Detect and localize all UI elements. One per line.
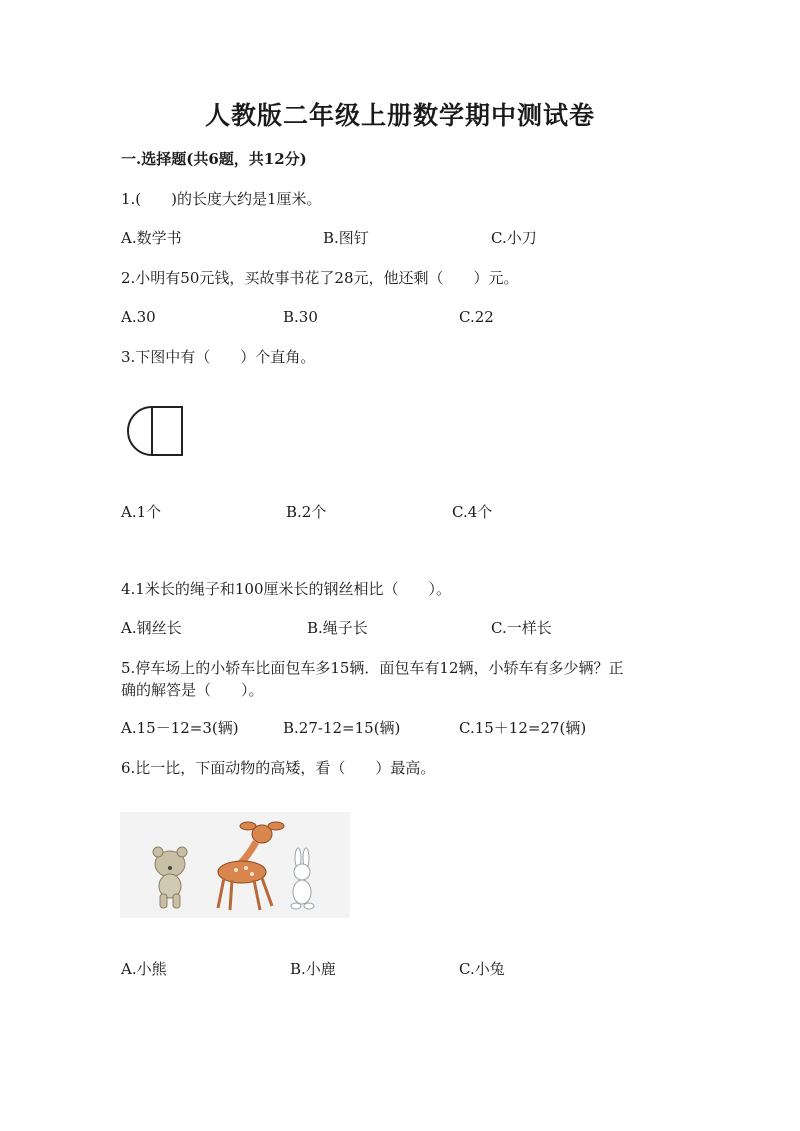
- question-1-option-b: B.图钉: [323, 229, 369, 247]
- question-2-stem: 2.小明有50元钱，买故事书花了28元，他还剩（ ）元。: [121, 269, 519, 287]
- question-2-option-c: C.22: [459, 308, 494, 326]
- question-6-option-b: B.小鹿: [290, 960, 336, 978]
- question-5-option-b: B.27-12=15(辆): [283, 719, 401, 737]
- question-1-option-c: C.小刀: [491, 229, 537, 247]
- question-3-stem: 3.下图中有（ ）个直角。: [121, 348, 316, 366]
- question-4-option-b: B.绳子长: [307, 619, 368, 637]
- question-6-stem: 6.比一比，下面动物的高矮，看（ ）最高。: [121, 759, 436, 777]
- question-3-option-b: B.2个: [286, 503, 327, 521]
- question-4-stem: 4.1米长的绳子和100厘米长的钢丝相比（ ）。: [121, 580, 451, 598]
- semicircle-rectangle-figure: [124, 405, 186, 459]
- question-6-option-a: A.小熊: [121, 960, 167, 978]
- question-1-option-a: A.数学书: [121, 229, 182, 247]
- question-2-option-b: B.30: [283, 308, 318, 326]
- page-title: 人教版二年级上册数学期中测试卷: [204, 101, 595, 130]
- question-3-option-c: C.4个: [452, 503, 493, 521]
- section-heading: 一.选择题(共6题，共12分): [121, 150, 307, 168]
- question-5-stem-line-1: 5.停车场上的小轿车比面包车多15辆．面包车有12辆，小轿车有多少辆？正: [121, 659, 624, 677]
- animals-figure: [120, 812, 350, 918]
- question-5-option-c: C.15＋12=27(辆): [459, 719, 587, 737]
- question-1-stem: 1.( )的长度大约是1厘米。: [121, 190, 322, 208]
- question-4-option-a: A.钢丝长: [121, 619, 182, 637]
- question-6-option-c: C.小兔: [459, 960, 505, 978]
- question-4-option-c: C.一样长: [491, 619, 552, 637]
- question-3-option-a: A.1个: [121, 503, 162, 521]
- question-5-option-a: A.15－12=3(辆): [121, 719, 239, 737]
- question-5-stem-line-2: 确的解答是（ ）。: [121, 681, 264, 699]
- question-2-option-a: A.30: [121, 308, 156, 326]
